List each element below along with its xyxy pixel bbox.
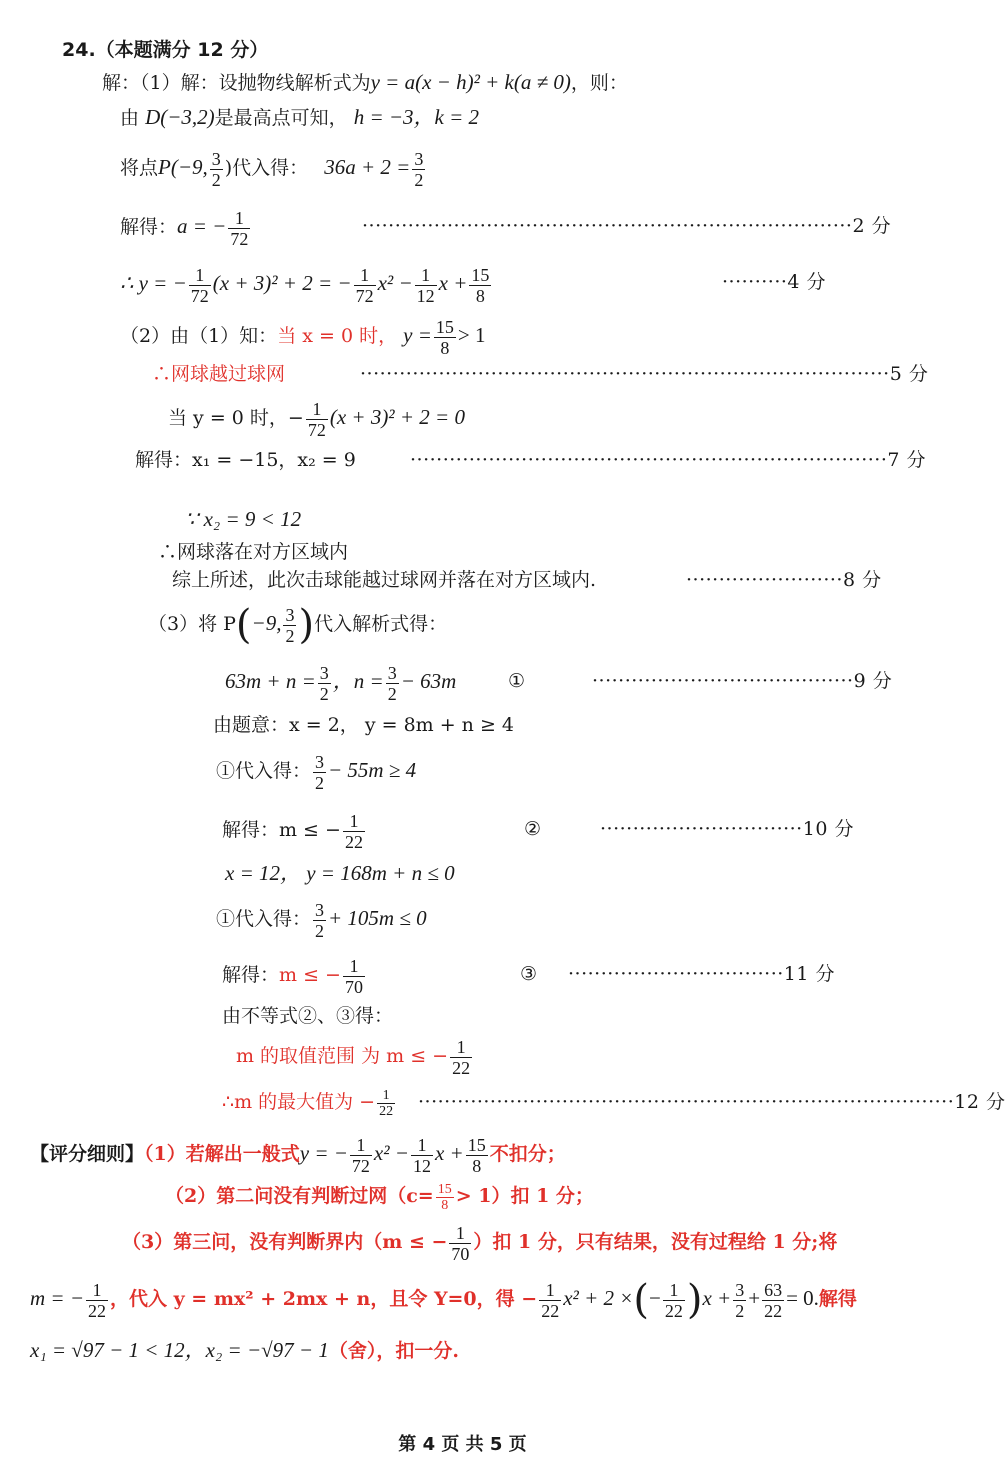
fraction: $\frac{15}{8}$ bbox=[435, 316, 454, 358]
fraction: $\frac{3}{2}$ bbox=[387, 662, 397, 704]
part2-summary: 综上所述，此次击球能越过球网并落在对方区域内. bbox=[172, 569, 597, 591]
fraction: $\frac{1}{72}$ bbox=[307, 398, 326, 440]
fraction: $\frac{1}{72}$ bbox=[355, 264, 374, 306]
question-header: 24.（本题满分 12 分） bbox=[62, 39, 269, 61]
points-8: ························8 分 bbox=[686, 569, 882, 591]
grading-rule-1: 【评分细则】（1）若解出一般式y = − $\frac{1}{72}$ x² − $\frac{1}{12}$ x + $\frac{15}{8}$ 不扣分； bbox=[30, 1134, 566, 1176]
part3-cond1: 由题意：x = 2， y = 8m + n ≥ 4 bbox=[213, 714, 515, 736]
fraction: $\frac{1}{22}$ bbox=[664, 1279, 683, 1321]
points-10: ·······························10 分 bbox=[600, 818, 854, 840]
points-11: ·································11 分 bbox=[568, 963, 836, 985]
fraction: $\frac{3}{2}$ bbox=[735, 1279, 745, 1321]
fraction: $\frac{15}{8}$ bbox=[467, 1134, 486, 1176]
fraction: $\frac{3}{2}$ bbox=[315, 899, 325, 941]
part1-intro: 解：（1）解：设抛物线解析式为y = a(x − h)² + k(a ≠ 0)，则： bbox=[102, 70, 628, 94]
circle-2: ② bbox=[524, 818, 542, 840]
part3-cond2: x = 12， y = 168m + n ≤ 0 bbox=[225, 861, 455, 885]
fraction: $\frac{1}{72}$ bbox=[190, 264, 209, 306]
part3-intro: （3）将 P(−9, $\frac{3}{2}$ )代入解析式得： bbox=[148, 602, 448, 648]
grading-rule-2: （2）第二问没有判断过网（c= $\frac{15}{8}$ > 1）扣 1 分； bbox=[165, 1181, 594, 1213]
page-footer: 第 4 页 共 5 页 bbox=[398, 1434, 527, 1455]
fraction: $\frac{63}{22}$ bbox=[764, 1279, 783, 1321]
fraction: $\frac{1}{70}$ bbox=[344, 955, 363, 997]
grading-rule-5: x₁ = √97 − 1 < 12，x₂ = −√97 − 1（舍），扣一分. bbox=[30, 1338, 459, 1362]
grading-rule-4: m = − $\frac{1}{22}$ ，代入 y = mx² + 2mx + n，且令 Y=0，得 − $\frac{1}{22}$ x² + 2 ×(− $\frac{1}{22}$ )x + $\frac{3}{2}$ + $\frac{63}{22}$ = 0.解得 bbox=[30, 1277, 857, 1323]
fraction: $\frac{1}{72}$ bbox=[230, 207, 249, 249]
fraction: $\frac{1}{70}$ bbox=[451, 1222, 470, 1264]
fraction: $\frac{1}{22}$ bbox=[88, 1279, 107, 1321]
fraction: $\frac{1}{12}$ bbox=[412, 1134, 431, 1176]
fraction: $\frac{3}{2}$ bbox=[211, 148, 221, 190]
fraction: $\frac{15}{8}$ bbox=[437, 1181, 452, 1213]
fraction: $\frac{1}{72}$ bbox=[351, 1134, 370, 1176]
part3-eq1: 63m + n = $\frac{3}{2}$ ，n = $\frac{3}{2}$ − 63m bbox=[225, 662, 457, 704]
circle-3: ③ bbox=[520, 963, 538, 985]
part2-roots: 解得：x₁ = −15，x₂ = 9 bbox=[135, 449, 356, 471]
part2-lands: ∴网球落在对方区域内 bbox=[158, 541, 349, 563]
points-12: ··················································································12 分 bbox=[418, 1091, 1005, 1113]
part3-range: m 的取值范围 为 m ≤ − $\frac{1}{22}$ bbox=[236, 1036, 471, 1078]
part3-sol2: 解得：m ≤ − $\frac{1}{70}$ bbox=[222, 955, 363, 997]
fraction: $\frac{1}{22}$ bbox=[452, 1036, 471, 1078]
fraction: $\frac{3}{2}$ bbox=[315, 751, 325, 793]
fraction: $\frac{15}{8}$ bbox=[471, 264, 490, 306]
fraction: $\frac{1}{22}$ bbox=[379, 1087, 394, 1119]
points-2: ···········································································2 分 bbox=[362, 215, 892, 237]
part2-since: ∵ x₂ = 9 < 12 bbox=[185, 507, 302, 531]
fraction: $\frac{1}{22}$ bbox=[344, 810, 363, 852]
part1-substitute: 将点P(−9, $\frac{3}{2}$ )代入得： 36a + 2 = $\frac{3}{2}$ bbox=[120, 148, 424, 190]
over-net-conclusion: ∴网球越过球网 bbox=[152, 363, 286, 385]
part3-from-ineq: 由不等式②、③得： bbox=[222, 1005, 394, 1027]
fraction: $\frac{3}{2}$ bbox=[319, 662, 329, 704]
part1-a-value: 解得：a = − $\frac{1}{72}$ bbox=[120, 207, 249, 249]
part3-sub1: ①代入得： $\frac{3}{2}$ − 55m ≥ 4 bbox=[216, 751, 417, 793]
points-5: ·················································································5 分 bbox=[360, 363, 929, 385]
circle-1: ① bbox=[508, 670, 526, 692]
part2-when-y0: 当 y = 0 时，− $\frac{1}{72}$ (x + 3)² + 2 = 0 bbox=[168, 398, 465, 440]
fraction: $\frac{3}{2}$ bbox=[285, 604, 295, 646]
fraction: $\frac{1}{12}$ bbox=[416, 264, 435, 306]
fraction: $\frac{1}{22}$ bbox=[541, 1279, 560, 1321]
part3-sol1: 解得：m ≤ − $\frac{1}{22}$ bbox=[222, 810, 363, 852]
grading-rule-3: （3）第三问，没有判断界内（m ≤ − $\frac{1}{70}$ ）扣 1 分，只有结果，没有过程给 1 分;将 bbox=[122, 1222, 838, 1264]
part1-result: ∴ y = − $\frac{1}{72}$ (x + 3)² + 2 = − $\frac{1}{72}$ x² − $\frac{1}{12}$ x + $\frac{15}{8}$ bbox=[120, 264, 490, 306]
part3-sub2: ①代入得： $\frac{3}{2}$ + 105m ≤ 0 bbox=[216, 899, 427, 941]
part3-max: ∴m 的最大值为 − $\frac{1}{22}$ bbox=[222, 1087, 394, 1119]
fraction: $\frac{3}{2}$ bbox=[414, 148, 424, 190]
points-4: ··········4 分 bbox=[722, 271, 827, 293]
part2-intro: （2）由（1）知：当 x = 0 时， y = $\frac{15}{8}$ > 1 bbox=[120, 316, 486, 358]
points-9: ········································9 分 bbox=[592, 670, 893, 692]
part1-vertex: 由 D(−3,2)是最高点可知， h = −3，k = 2 bbox=[120, 105, 480, 129]
points-7: ·········································································7 分 bbox=[410, 449, 927, 471]
